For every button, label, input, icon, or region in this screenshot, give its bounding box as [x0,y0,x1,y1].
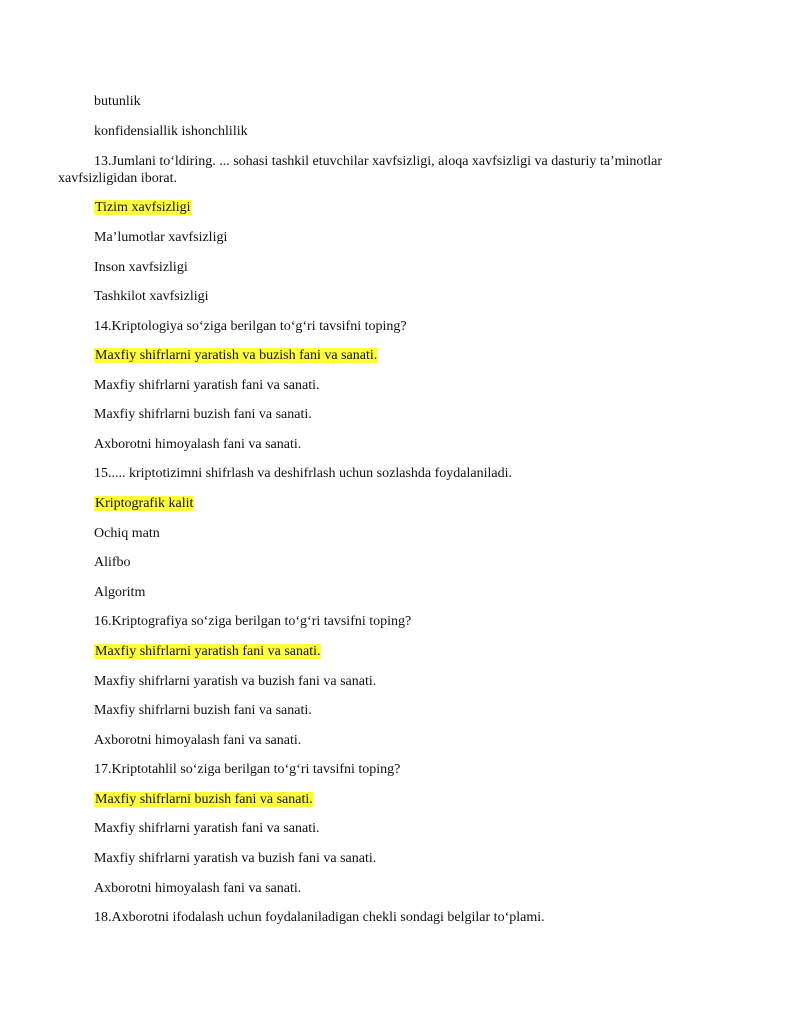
question-18 [94,910,545,926]
answer-option [94,733,301,749]
correct-answer [94,792,314,808]
question-16 [94,614,411,630]
question-text: 17.Kriptotahlil so‘ziga berilgan to‘g‘ri tavsifni toping? [94,762,401,777]
line-text: Tashkilot xavfsizligi [94,289,209,304]
highlighted-answer: Maxfiy shifrlarni buzish fani va sanati. [95,792,313,807]
answer-option [94,674,376,690]
line-text: Maxfiy shifrlarni yaratish fani va sanati. [94,378,320,393]
answer-option [94,289,209,305]
answer-option [94,585,145,601]
highlighted-answer: Tizim xavfsizligi [95,200,191,215]
line-text: Maxfiy shifrlarni buzish fani va sanati. [94,407,312,422]
line-text: Algoritm [94,585,146,600]
answer-option [94,437,301,453]
highlighted-answer: Maxfiy shifrlarni yaratish fani va sanati. [95,644,321,659]
line-text: butunlik [94,94,141,109]
answer-option [94,94,141,110]
question-17 [94,762,400,778]
question-13 [94,154,662,170]
correct-answer [94,348,378,364]
question-text: 18.Axborotni ifodalash uchun foydalaniladigan chekli sondagi belgilar to‘plami. [94,910,545,925]
line-text: Alifbo [94,555,131,570]
line-text: Maxfiy shifrlarni buzish fani va sanati. [94,703,312,718]
line-text: Axborotni himoyalash fani va sanati. [94,733,302,748]
answer-option [94,851,376,867]
answer-option [94,124,248,140]
question-text: 15..... kriptotizimni shifrlash va deshifrlash uchun sozlashda foydalaniladi. [94,466,512,481]
line-text: Maxfiy shifrlarni yaratish va buzish fani va sanati. [94,674,377,689]
answer-option [94,555,131,571]
line-text: Axborotni himoyalash fani va sanati. [94,437,302,452]
question-15 [94,466,512,482]
answer-option [94,378,319,394]
line-text: Maxfiy shifrlarni yaratish va buzish fani va sanati. [94,851,377,866]
line-text: Ochiq matn [94,526,160,541]
answer-option [94,881,301,897]
line-text: Inson xavfsizligi [94,260,188,275]
correct-answer [94,496,194,512]
question-text: 13.Jumlani to‘ldiring. ... sohasi tashkil etuvchilar xavfsizligi, aloqa xavfsizligi va dasturiy ta’minotlar [94,154,663,169]
answer-option [94,407,312,423]
question-text: xavfsizligidan iborat. [58,171,177,186]
question-text: 16.Kriptografiya so‘ziga berilgan to‘g‘ri tavsifni toping? [94,614,412,629]
answer-option [94,703,312,719]
correct-answer [94,200,192,216]
highlighted-answer: Kriptografik kalit [95,496,194,511]
line-text: Axborotni himoyalash fani va sanati. [94,881,302,896]
question-13-continuation [58,171,177,187]
line-text: Ma’lumotlar xavfsizligi [94,230,228,245]
correct-answer [94,644,321,660]
answer-option [94,230,227,246]
highlighted-answer: Maxfiy shifrlarni yaratish va buzish fani va sanati. [95,348,378,363]
answer-option [94,260,188,276]
line-text: Maxfiy shifrlarni yaratish fani va sanati. [94,821,320,836]
question-14 [94,319,407,335]
line-text: konfidensiallik ishonchlilik [94,124,248,139]
answer-option [94,821,319,837]
answer-option [94,526,160,542]
question-text: 14.Kriptologiya so‘ziga berilgan to‘g‘ri tavsifni toping? [94,319,407,334]
